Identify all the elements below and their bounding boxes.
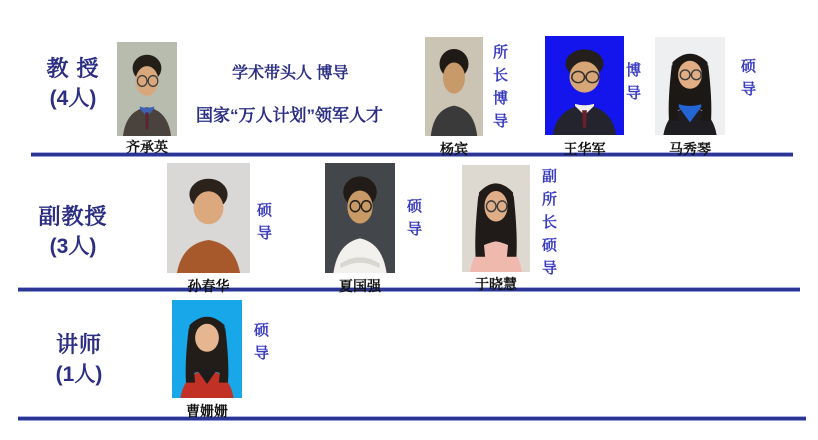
portrait-sun-chunhua: [167, 163, 250, 273]
name-sun-chunhua: 孙春华: [187, 278, 230, 294]
row-title-associate-professors: [26, 202, 120, 262]
row-title-associate-professors-label: 副教授: [38, 204, 108, 229]
row-title-lecturers-label: 讲师: [55, 332, 102, 357]
name-ma-xiuqin: 马秀琴: [669, 141, 711, 157]
badge-ma-xiuqin: 硕导: [739, 58, 756, 104]
row-title-associate-professors-count: (3人): [49, 235, 97, 258]
name-wang-huajun: 王华军: [563, 141, 606, 157]
portrait-xia-guoqiang: [325, 163, 395, 273]
row-title-professors-label: 教 授: [46, 56, 100, 81]
badge-sun-chunhua: 硕导: [255, 202, 272, 248]
portrait-cao-shanshan: [172, 300, 242, 398]
portrait-wang-huajun: [545, 36, 624, 135]
note-qi-chengying-line2: 国家“万人计划”领军人才: [196, 106, 383, 125]
badge-yu-xiaohui: 副所长硕导: [540, 168, 557, 283]
row-divider-3: [18, 416, 806, 421]
badge-cao-shanshan: 硕导: [252, 322, 269, 368]
name-yu-xiaohui: 于晓慧: [475, 276, 517, 292]
note-qi-chengying-line1: 学术带头人 博导: [232, 65, 349, 82]
badge-wang-huajun: 博导: [624, 62, 641, 108]
name-yang-bin: 杨宾: [440, 141, 468, 157]
badge-yang-bin: 所长博导: [491, 44, 508, 136]
portrait-yu-xiaohui: [462, 165, 530, 272]
portrait-qi-chengying: [117, 42, 177, 136]
portrait-ma-xiuqin: [655, 37, 725, 135]
name-cao-shanshan: 曹姗姗: [186, 403, 228, 419]
row-title-professors-count: (4人): [49, 87, 97, 110]
row-divider-2: [18, 287, 800, 292]
row-title-professors: [30, 54, 116, 114]
row-title-lecturers: [38, 330, 120, 390]
row-title-lecturers-count: (1人): [55, 363, 103, 386]
badge-xia-guoqiang: 硕导: [405, 198, 422, 244]
portrait-yang-bin: [425, 37, 483, 136]
name-xia-guoqiang: 夏国强: [339, 278, 381, 294]
name-qi-chengying: 齐承英: [126, 139, 168, 155]
